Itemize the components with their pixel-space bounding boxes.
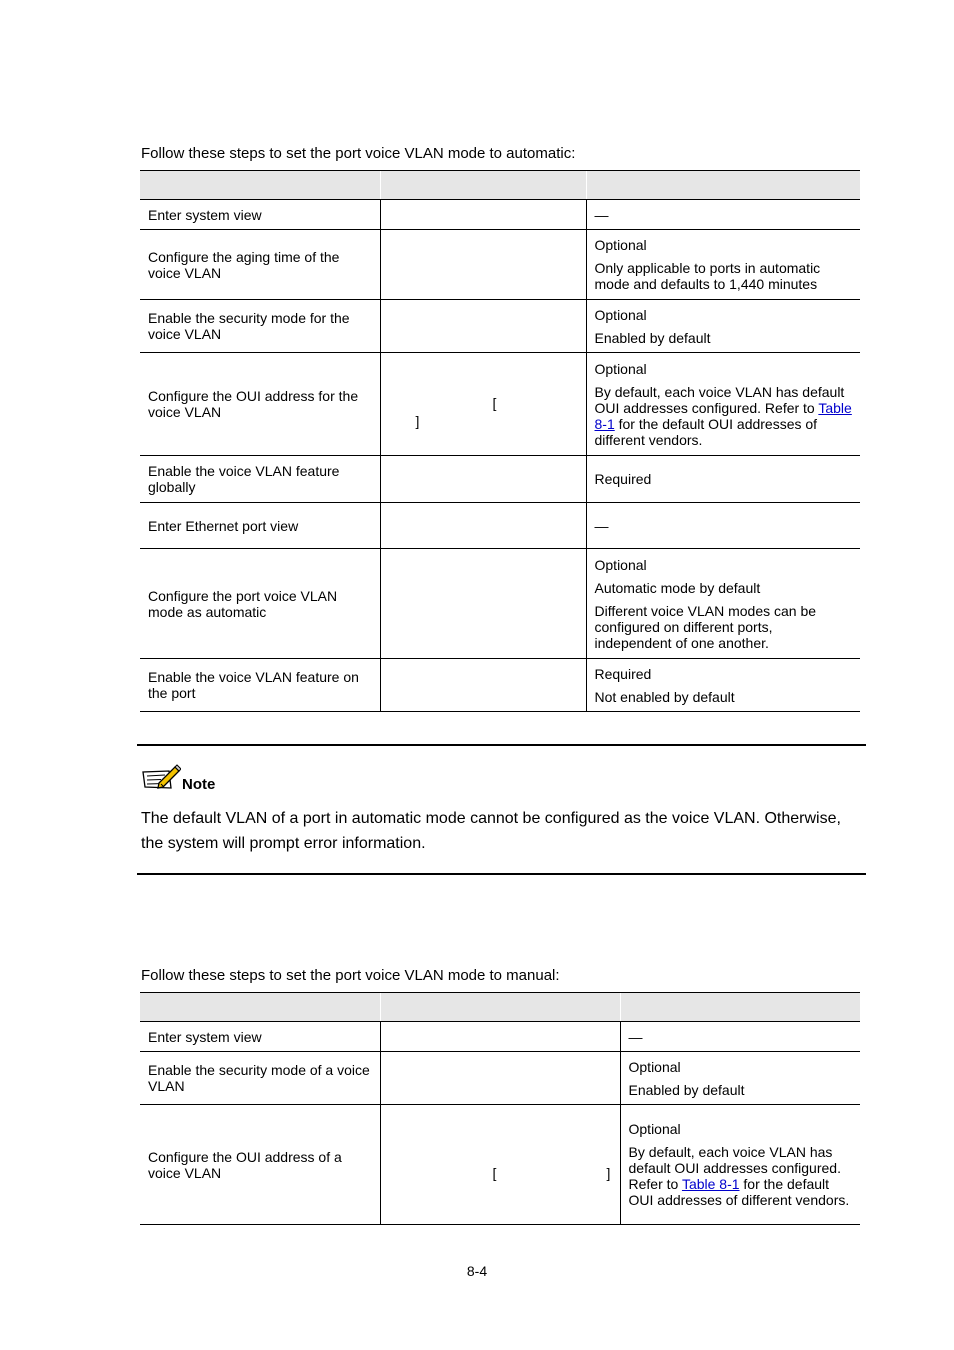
table-row: [140, 503, 860, 549]
operation-cell: Enable the voice VLAN feature on the port: [140, 659, 380, 712]
command-cell: [380, 300, 586, 353]
command-bracket-open: [: [492, 395, 497, 411]
note-label: Note: [182, 776, 216, 793]
page-number: 8-4: [466, 1263, 488, 1279]
remarks-cell: [620, 1052, 860, 1105]
remarks-cell: [586, 230, 860, 300]
table-header-row: [140, 993, 860, 1022]
note-top-rule: [137, 744, 866, 746]
operation-cell: Enter system view: [140, 200, 380, 230]
note-pencil-icon: [141, 763, 181, 793]
remark-line: [595, 384, 853, 448]
remarks-cell: [586, 503, 860, 549]
remark-line: Not enabled by default: [594, 688, 735, 705]
remark-line: Optional: [628, 1121, 681, 1137]
remark-line: Required: [594, 665, 652, 682]
command-cell: [380, 200, 586, 230]
header-cell: [620, 993, 860, 1022]
remarks-cell: [586, 549, 860, 659]
operation-cell: Enter system view: [140, 1022, 380, 1052]
operation-cell: Configure the OUI address of a voice VLAN: [140, 1105, 380, 1225]
remarks-cell: [586, 659, 860, 712]
command-cell: [380, 230, 586, 300]
intro-automatic: Follow these steps to set the port voice VLAN mode to automatic:: [141, 145, 576, 162]
remark-line: Only applicable to ports in automatic mode and defaults to 1,440 minutes: [594, 260, 821, 292]
command-bracket-open: [: [492, 1165, 497, 1181]
table-row: [140, 1022, 860, 1052]
command-cell: [380, 456, 586, 503]
operation-cell: Enter Ethernet port view: [140, 503, 380, 549]
operation-cell: Enable the voice VLAN feature globally: [140, 456, 380, 503]
remark-line: Automatic mode by default: [594, 579, 761, 596]
command-bracket-close: ]: [415, 413, 420, 429]
header-cell: [140, 171, 380, 200]
operation-cell: Configure the OUI address for the voice VLAN: [140, 353, 380, 456]
command-cell: [380, 1052, 620, 1105]
remarks-cell: [586, 456, 860, 503]
operation-cell: Enable the security mode for the voice VLAN: [140, 300, 380, 353]
table-row: [140, 353, 860, 456]
command-cell: [380, 1105, 620, 1225]
note-bottom-rule: [137, 873, 866, 875]
remark-line: Enabled by default: [628, 1081, 745, 1098]
header-cell: [586, 171, 860, 200]
table-row: [140, 230, 860, 300]
command-cell: [380, 659, 586, 712]
header-cell: [380, 993, 620, 1022]
remark-text: By default, each voice VLAN has default OUI addresses configured. Refer to: [594, 383, 845, 416]
operation-cell: Configure the aging time of the voice VLAN: [140, 230, 380, 300]
remark-text: for the default OUI addresses of different vendors.: [594, 415, 818, 448]
remarks-cell: [620, 1022, 860, 1052]
note-text: The default VLAN of a port in automatic mode cannot be configured as the voice VLAN. Otherwise, the system will prompt error information.: [141, 810, 841, 852]
automatic-mode-steps-table: [140, 170, 860, 712]
table-row: [140, 300, 860, 353]
remarks-cell: [620, 1105, 860, 1225]
remark-line: Enabled by default: [594, 329, 711, 346]
table-header-row: [140, 171, 860, 200]
table-row: [140, 1105, 860, 1225]
operation-cell: Configure the port voice VLAN mode as automatic: [140, 549, 380, 659]
remark-line: —: [628, 1028, 643, 1045]
remark-line: Optional: [594, 237, 647, 253]
remark-line: Different voice VLAN modes can be configured on different ports, independent of one another.: [594, 602, 817, 651]
remark-line: —: [594, 517, 609, 534]
table-row: [140, 549, 860, 659]
intro-manual: Follow these steps to set the port voice VLAN mode to manual:: [141, 967, 560, 984]
table-row: [140, 659, 860, 712]
remark-line: Optional: [594, 360, 647, 377]
remarks-cell: [586, 200, 860, 230]
table-row: [140, 1052, 860, 1105]
command-cell: [380, 549, 586, 659]
remarks-cell: [586, 300, 860, 353]
remark-line: Required: [594, 471, 652, 487]
remark-line: Optional: [628, 1058, 681, 1075]
operation-cell: Enable the security mode of a voice VLAN: [140, 1052, 380, 1105]
remark-text: for the default OUI addresses of different vendors.: [628, 1176, 850, 1208]
header-cell: [140, 993, 380, 1022]
remark-line: —: [594, 206, 609, 223]
table-row: [140, 200, 860, 230]
table-8-1-link[interactable]: Table 8-1: [594, 399, 852, 432]
remark-text: By default, each voice VLAN has default OUI addresses configured. Refer to: [628, 1144, 841, 1192]
command-cell: [380, 503, 586, 549]
remark-line: [629, 1144, 853, 1208]
remarks-cell: [586, 353, 860, 456]
command-cell: [380, 1022, 620, 1052]
manual-mode-steps-table: [140, 992, 860, 1225]
remark-line: Optional: [594, 556, 647, 573]
command-bracket-close: ]: [606, 1165, 611, 1181]
command-cell: [380, 353, 586, 456]
table-8-1-link[interactable]: Table 8-1: [681, 1176, 740, 1192]
table-row: [140, 456, 860, 503]
remark-line: Optional: [594, 306, 647, 323]
header-cell: [380, 171, 586, 200]
